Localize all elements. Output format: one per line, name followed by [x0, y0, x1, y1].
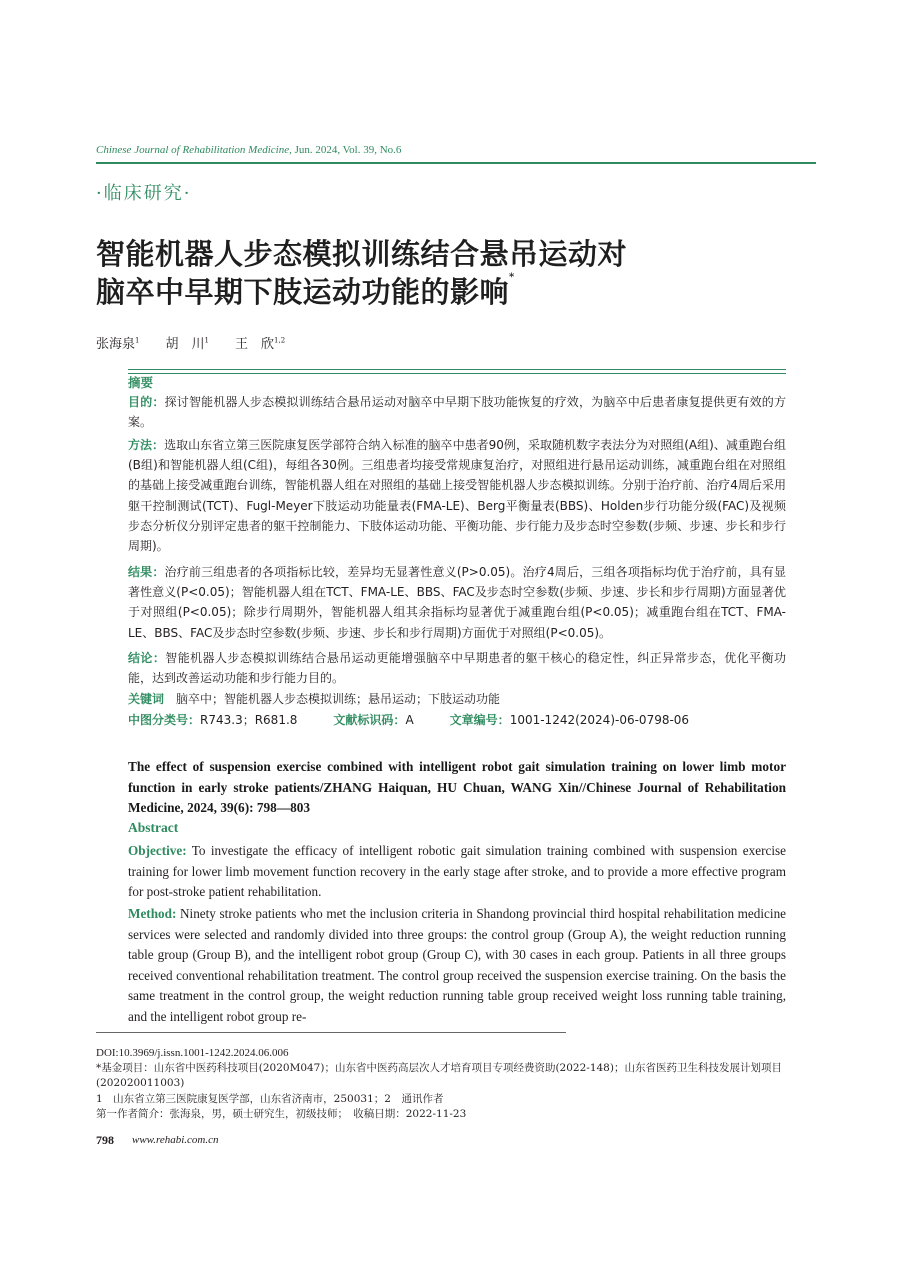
journal-issue: Jun. 2024, Vol. 39, No.6: [294, 144, 402, 156]
author-affiliation: 1: [204, 336, 209, 345]
article-id-label: 文章编号：: [449, 713, 510, 727]
clc-label: 中图分类号：: [128, 713, 201, 727]
english-citation-title: The effect of suspension exercise combined with intelligent robot gait simulation training on lower limb motor function in early stroke patients/ZHANG Haiquan, HU Chuan, WANG Xin//Chinese Journal of Rehabilitation Medicine, 2024, 39(6): 798—803: [128, 759, 786, 815]
abstract-objective-en: [128, 841, 786, 903]
clc-value: R743.3；R681.8: [200, 713, 298, 727]
objective-text-en: To investigate the efficacy of intelligent robotic gait simulation training combined with suspension exercise training for lower limb movement function recovery in the early stage after stroke, and to provide a more effective program for post-stroke patient rehabilitation.: [128, 843, 786, 900]
header-divider: [96, 162, 816, 164]
article-id-value: 1001-1242(2024)-06-0798-06: [509, 713, 690, 727]
method-text: 选取山东省立第三医院康复医学部符合纳入标准的脑卒中患者90例，采取随机数字表法分为对照组(A组)、减重跑台组(B组)和智能机器人组(C组)，每组各30例。三组患者均接受常规康复治疗，对照组进行悬吊运动训练，减重跑台组在对照组的基础上接受减重跑台训练，智能机器人组在对照组的基础上接受智能机器人步态模拟训练。分别于治疗前、治疗4周后采用躯干控制测试(TCT)、Fugl-Meyer下肢运动功能量表(FMA-LE)、Berg平衡量表(BBS)、Holden步行功能分级(FAC)及视频步态分析仪分别评定患者的躯干控制能力、下肢体运动功能、平衡功能、步行能力及步态时空参数(步频、步速、步长和步行周期)。: [128, 438, 786, 554]
footnote-doi: DOI:10.3969/j.issn.1001-1242.2024.06.006: [96, 1047, 289, 1059]
footnote-divider: [96, 1032, 566, 1033]
journal-running-header: [96, 144, 401, 156]
abstract-rule: [128, 369, 786, 370]
section-tag: ·临床研究·: [96, 183, 192, 204]
objective-label: 目的：: [128, 395, 165, 409]
doc-code-value: A: [405, 713, 414, 727]
author-affiliation: 1: [135, 336, 140, 345]
abstract-rule: [128, 373, 786, 374]
abstract-heading-cn: 摘要: [128, 375, 154, 390]
author-name: 张海泉: [96, 337, 136, 352]
journal-name: Chinese Journal of Rehabilitation Medicine,: [96, 144, 292, 156]
journal-url: www.rehabi.com.cn: [132, 1134, 219, 1146]
abstract-objective-cn: [128, 392, 786, 432]
result-label: 结果：: [128, 565, 165, 579]
abstract-heading-en: Abstract: [128, 820, 179, 835]
keywords-text: 脑卒中；智能机器人步态模拟训练；悬吊运动；下肢运动功能: [176, 692, 501, 706]
conclusion-label: 结论：: [128, 651, 166, 665]
abstract-method-cn: [128, 435, 786, 556]
method-label: 方法：: [128, 438, 165, 452]
method-text-en: Ninety stroke patients who met the inclusion criteria in Shandong provincial third hospital rehabilitation medicine services were selected and randomly divided into three groups: the control group (Group A), the weight reduction running table group (Group B), and the intelligent robot group (Group C), with 30 cases in each group. Patients in all three groups received conventional rehabilitation treatment. The control group received the suspension exercise training. On the basis the same treatment in the control group, the weight reduction running table group received weight loss running table training, and the intelligent robot group re-: [128, 906, 787, 1024]
title-line-2-text: 脑卒中早期下肢运动功能的影响: [96, 275, 510, 309]
method-label-en: Method:: [128, 906, 177, 921]
result-text: 治疗前三组患者的各项指标比较，差异均无显著性意义(P>0.05)。治疗4周后，三组各项指标均优于治疗前，具有显著性意义(P<0.05)；智能机器人组在TCT、FMA-LE、BBS、FAC及步态时空参数(步频、步速、步长和步行周期)方面显著优于对照组(P<0.05)；除步行周期外，智能机器人组其余指标均显著优于减重跑台组(P<0.05)；减重跑台组在TCT、FMA-LE、BBS、FAC及步态时空参数(步频、步速、步长和步行周期)方面优于对照组(P<0.05)。: [128, 565, 786, 640]
author-name: 王 欣: [235, 337, 275, 352]
objective-label-en: Objective:: [128, 843, 187, 858]
article-title-line-2: [96, 270, 515, 311]
conclusion-text: 智能机器人步态模拟训练结合悬吊运动更能增强脑卒中早期患者的躯干核心的稳定性，纠正异常步态，优化平衡功能，达到改善运动功能和步行能力目的。: [128, 651, 786, 686]
keywords-line: [128, 690, 500, 707]
doc-code-label: 文献标识码：: [333, 713, 406, 727]
objective-text: 探讨智能机器人步态模拟训练结合悬吊运动对脑卒中早期下肢功能恢复的疗效，为脑卒中后患者康复提供更有效的方案。: [128, 395, 786, 430]
footnote-first-author: 第一作者简介：张海泉，男，硕士研究生，初级技师； 收稿日期：2022-11-23: [96, 1108, 467, 1120]
article-title-line-1: 智能机器人步态模拟训练结合悬吊运动对: [96, 237, 628, 271]
abstract-result-cn: [128, 562, 786, 643]
author-affiliation: 1,2: [274, 336, 286, 345]
abstract-method-en: [128, 904, 786, 1028]
author-name: 胡 川: [165, 337, 205, 352]
author-list: [96, 333, 285, 352]
page-number: 798: [96, 1133, 114, 1147]
footnote-affiliation: 1 山东省立第三医院康复医学部，山东省济南市，250031；2 通讯作者: [96, 1093, 444, 1105]
classification-line: [128, 711, 689, 728]
footnote-funding: *基金项目：山东省中医药科技项目(2020M047)；山东省中医药高层次人才培育项目专项经费资助(2022-148)；山东省医药卫生科技发展计划项目(202020011003): [96, 1062, 782, 1089]
abstract-conclusion-cn: [128, 648, 786, 688]
funding-marker: *: [509, 272, 515, 283]
keywords-label: 关键词: [128, 692, 165, 706]
